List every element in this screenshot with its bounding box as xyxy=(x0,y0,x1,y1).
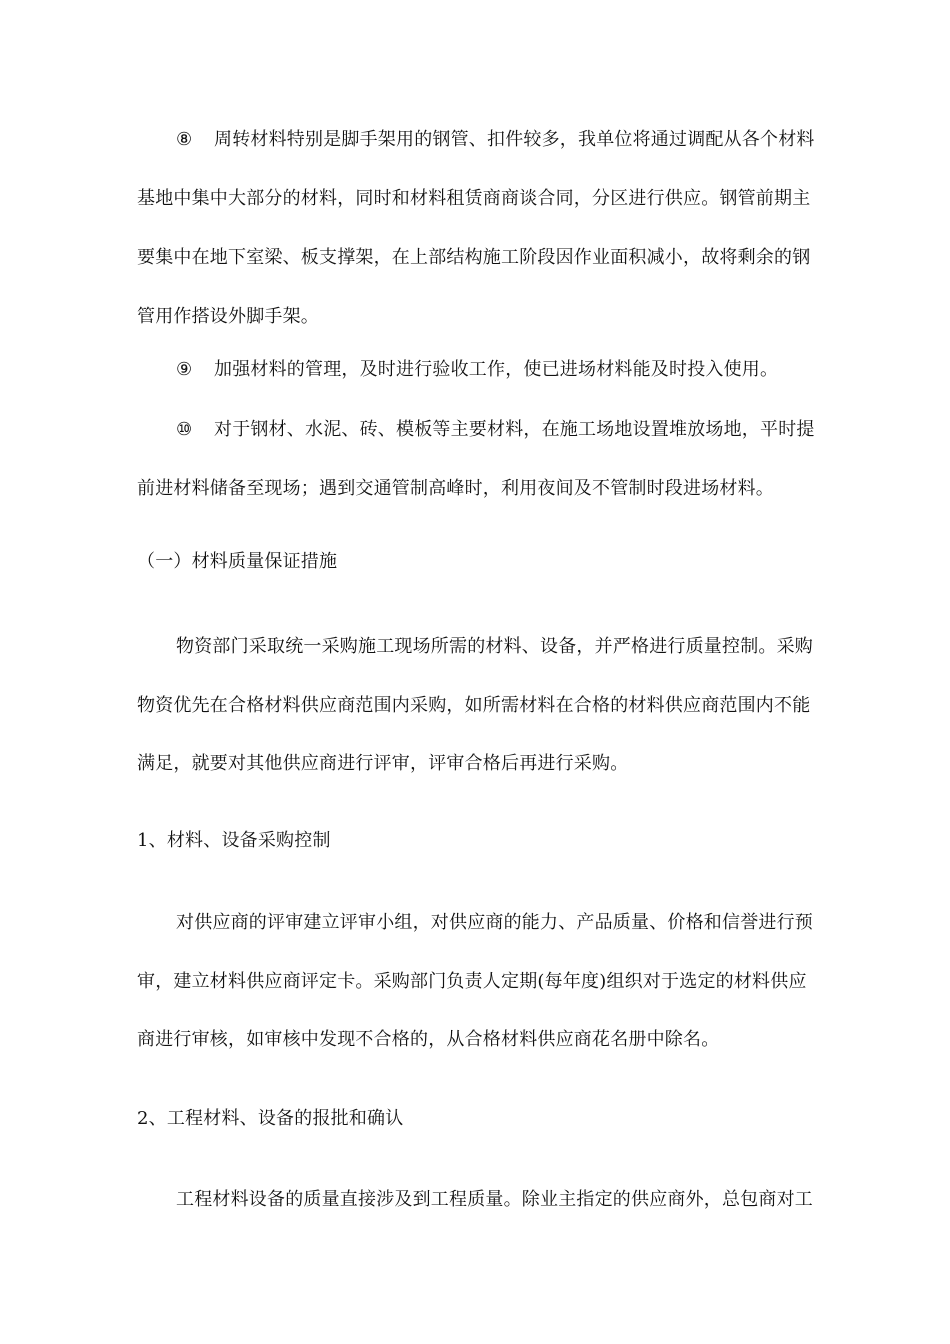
item-8-line-4: 管用作搭设外脚手架。 xyxy=(137,306,319,327)
paragraph-1-line-3: 满足，就要对其他供应商进行评审，评审合格后再进行采购。 xyxy=(137,753,629,774)
item-8-line-1 xyxy=(176,128,815,152)
paragraph-3-line-1: 工程材料设备的质量直接涉及到工程质量。除业主指定的供应商外，总包商对工 xyxy=(176,1189,813,1210)
item-8-marker: ⑧ xyxy=(176,129,193,150)
item-9-line-1 xyxy=(176,358,778,382)
paragraph-2-line-2: 审，建立材料供应商评定卡。采购部门负责人定期(每年度)组织对于选定的材料供应 xyxy=(137,971,807,992)
subheading-2: 2、工程材料、设备的报批和确认 xyxy=(137,1108,404,1129)
item-10-marker: ⑩ xyxy=(176,419,193,440)
item-10-line-1 xyxy=(176,418,815,442)
paragraph-2-line-3: 商进行审核，如审核中发现不合格的，从合格材料供应商花名册中除名。 xyxy=(137,1029,720,1050)
item-9-text-1: 加强材料的管理，及时进行验收工作，使已进场材料能及时投入使用。 xyxy=(214,359,779,380)
item-8-line-2: 基地中集中大部分的材料，同时和材料租赁商商谈合同，分区进行供应。钢管前期主 xyxy=(137,188,811,209)
item-9-marker: ⑨ xyxy=(176,359,193,380)
item-8-text-1: 周转材料特别是脚手架用的钢管、扣件较多，我单位将通过调配从各个材料 xyxy=(214,129,815,150)
paragraph-2-line-1: 对供应商的评审建立评审小组，对供应商的能力、产品质量、价格和信誉进行预 xyxy=(176,912,813,933)
paragraph-1-line-1: 物资部门采取统一采购施工现场所需的材料、设备，并严格进行质量控制。采购 xyxy=(176,636,813,657)
paragraph-1-line-2: 物资优先在合格材料供应商范围内采购，如所需材料在合格的材料供应商范围内不能 xyxy=(137,695,811,716)
item-10-line-2: 前进材料储备至现场；遇到交通管制高峰时，利用夜间及不管制时段进场材料。 xyxy=(137,478,774,499)
item-10-text-1: 对于钢材、水泥、砖、模板等主要材料，在施工场地设置堆放场地，平时提 xyxy=(214,419,815,440)
item-8-line-3: 要集中在地下室梁、板支撑架，在上部结构施工阶段因作业面积减小，故将剩余的钢 xyxy=(137,247,811,268)
subheading-1: 1、材料、设备采购控制 xyxy=(137,830,331,851)
section-heading: （一）材料质量保证措施 xyxy=(137,551,338,572)
